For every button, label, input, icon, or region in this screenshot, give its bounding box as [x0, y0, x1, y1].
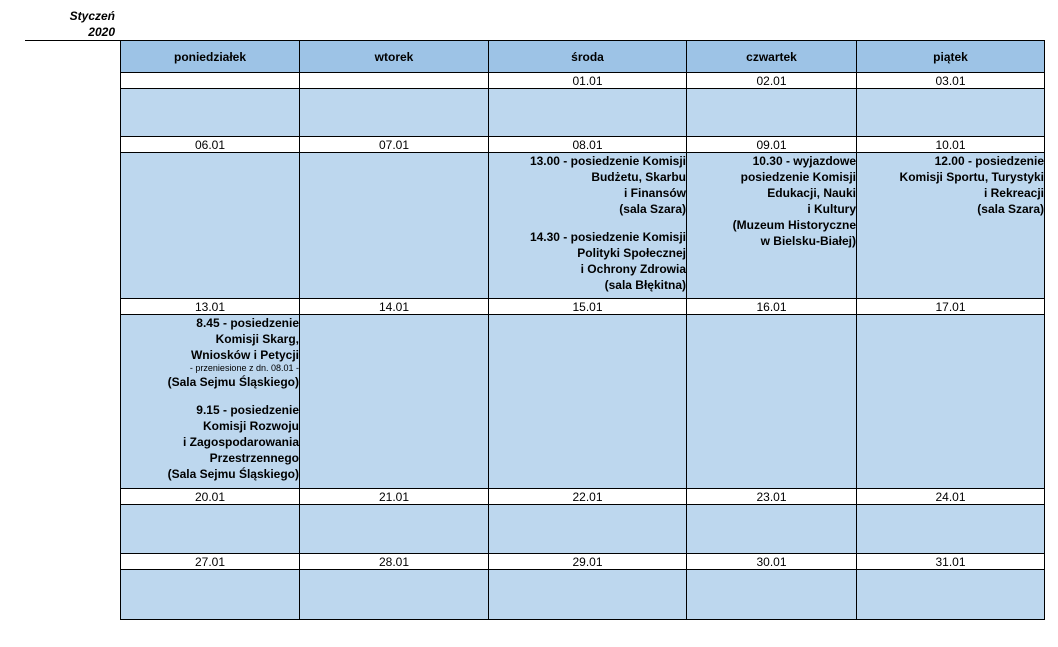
date-row [121, 299, 1045, 315]
event-line: Komisji Sportu, Turystyki [899, 170, 1044, 184]
event-line: 12.00 - posiedzenie [934, 154, 1044, 168]
event-line: 13.00 - posiedzenie Komisji [529, 154, 686, 168]
event-cell [300, 89, 489, 137]
date-cell: 01.01 [489, 73, 687, 89]
event-line: i Rekreacji [983, 186, 1044, 200]
event-entry [489, 153, 686, 217]
title-divider [25, 40, 120, 41]
date-cell: 21.01 [300, 489, 489, 505]
date-cell: 10.01 [857, 137, 1045, 153]
event-note: - przeniesione z dn. 08.01 - [189, 363, 299, 373]
event-cell [121, 153, 300, 299]
event-cell [121, 570, 300, 620]
event-cell [489, 89, 687, 137]
event-line: (sala Szara) [619, 202, 686, 216]
event-cell [489, 315, 687, 489]
date-cell: 30.01 [687, 554, 857, 570]
event-cell [300, 505, 489, 554]
date-row [121, 137, 1045, 153]
event-line: Polityki Społecznej [577, 246, 686, 260]
date-cell: 28.01 [300, 554, 489, 570]
events-row [121, 505, 1045, 554]
event-line: (sala Błękitna) [604, 278, 686, 292]
event-entry [489, 229, 686, 293]
event-cell [121, 89, 300, 137]
date-cell: 31.01 [857, 554, 1045, 570]
event-entry [857, 153, 1044, 217]
event-line: Komisji Skarg, [215, 332, 299, 346]
date-row [121, 489, 1045, 505]
date-cell: 29.01 [489, 554, 687, 570]
events-row [121, 89, 1045, 137]
event-cell [121, 505, 300, 554]
event-cell [300, 315, 489, 489]
day-header-wednesday: środa [489, 41, 687, 73]
day-header-monday: poniedziałek [121, 41, 300, 73]
event-cell [121, 315, 300, 489]
date-cell: 13.01 [121, 299, 300, 315]
day-header-friday: piątek [857, 41, 1045, 73]
events-row [121, 570, 1045, 620]
date-cell: 20.01 [121, 489, 300, 505]
calendar-body [121, 73, 1045, 620]
event-cell [857, 89, 1045, 137]
day-header-thursday: czwartek [687, 41, 857, 73]
event-line: Budżetu, Skarbu [591, 170, 686, 184]
date-cell: 09.01 [687, 137, 857, 153]
event-line: (Sala Sejmu Śląskiego) [167, 375, 299, 389]
events-row [121, 153, 1045, 299]
date-cell: 06.01 [121, 137, 300, 153]
date-cell [300, 73, 489, 89]
event-line: 14.30 - posiedzenie Komisji [529, 230, 686, 244]
month-title [60, 8, 115, 40]
day-header-tuesday: wtorek [300, 41, 489, 73]
event-line: 10.30 - wyjazdowe [752, 154, 856, 168]
event-line: i Zagospodarowania [182, 435, 299, 449]
event-line: 8.45 - posiedzenie [196, 316, 299, 330]
event-entry [121, 402, 299, 482]
month-name: Styczeń [69, 9, 115, 23]
day-header-row [121, 41, 1045, 73]
event-line: w Bielsku-Białej) [760, 234, 856, 248]
date-cell: 08.01 [489, 137, 687, 153]
date-cell [121, 73, 300, 89]
event-entry [121, 315, 299, 390]
event-line: Edukacji, Nauki [767, 186, 856, 200]
date-row [121, 554, 1045, 570]
date-cell: 23.01 [687, 489, 857, 505]
event-line: i Kultury [807, 202, 856, 216]
event-cell [857, 315, 1045, 489]
date-cell: 16.01 [687, 299, 857, 315]
date-cell: 27.01 [121, 554, 300, 570]
event-line: posiedzenie Komisji [740, 170, 856, 184]
date-cell: 24.01 [857, 489, 1045, 505]
event-cell [300, 570, 489, 620]
event-line: (Muzeum Historyczne [732, 218, 856, 232]
date-cell: 07.01 [300, 137, 489, 153]
event-line: Przestrzennego [209, 451, 299, 465]
event-cell [687, 315, 857, 489]
event-cell [489, 570, 687, 620]
event-line: Komisji Rozwoju [203, 419, 299, 433]
event-cell [300, 153, 489, 299]
event-cell [687, 570, 857, 620]
event-cell [687, 505, 857, 554]
event-cell [857, 153, 1045, 299]
event-line: i Ochrony Zdrowia [580, 262, 686, 276]
date-cell: 15.01 [489, 299, 687, 315]
event-line: (sala Szara) [977, 202, 1044, 216]
event-line: (Sala Sejmu Śląskiego) [167, 467, 299, 481]
date-cell: 14.01 [300, 299, 489, 315]
date-cell: 22.01 [489, 489, 687, 505]
month-year: 2020 [88, 25, 115, 39]
event-cell [687, 153, 857, 299]
event-cell [489, 153, 687, 299]
event-cell [857, 570, 1045, 620]
date-cell: 03.01 [857, 73, 1045, 89]
event-line: 9.15 - posiedzenie [196, 403, 299, 417]
event-cell [857, 505, 1045, 554]
calendar-table [120, 40, 1045, 620]
events-row [121, 315, 1045, 489]
date-row [121, 73, 1045, 89]
event-cell [687, 89, 857, 137]
event-cell [489, 505, 687, 554]
event-line: Wniosków i Petycji [190, 348, 299, 362]
date-cell: 02.01 [687, 73, 857, 89]
event-line: i Finansów [623, 186, 686, 200]
date-cell: 17.01 [857, 299, 1045, 315]
event-entry [687, 153, 856, 249]
